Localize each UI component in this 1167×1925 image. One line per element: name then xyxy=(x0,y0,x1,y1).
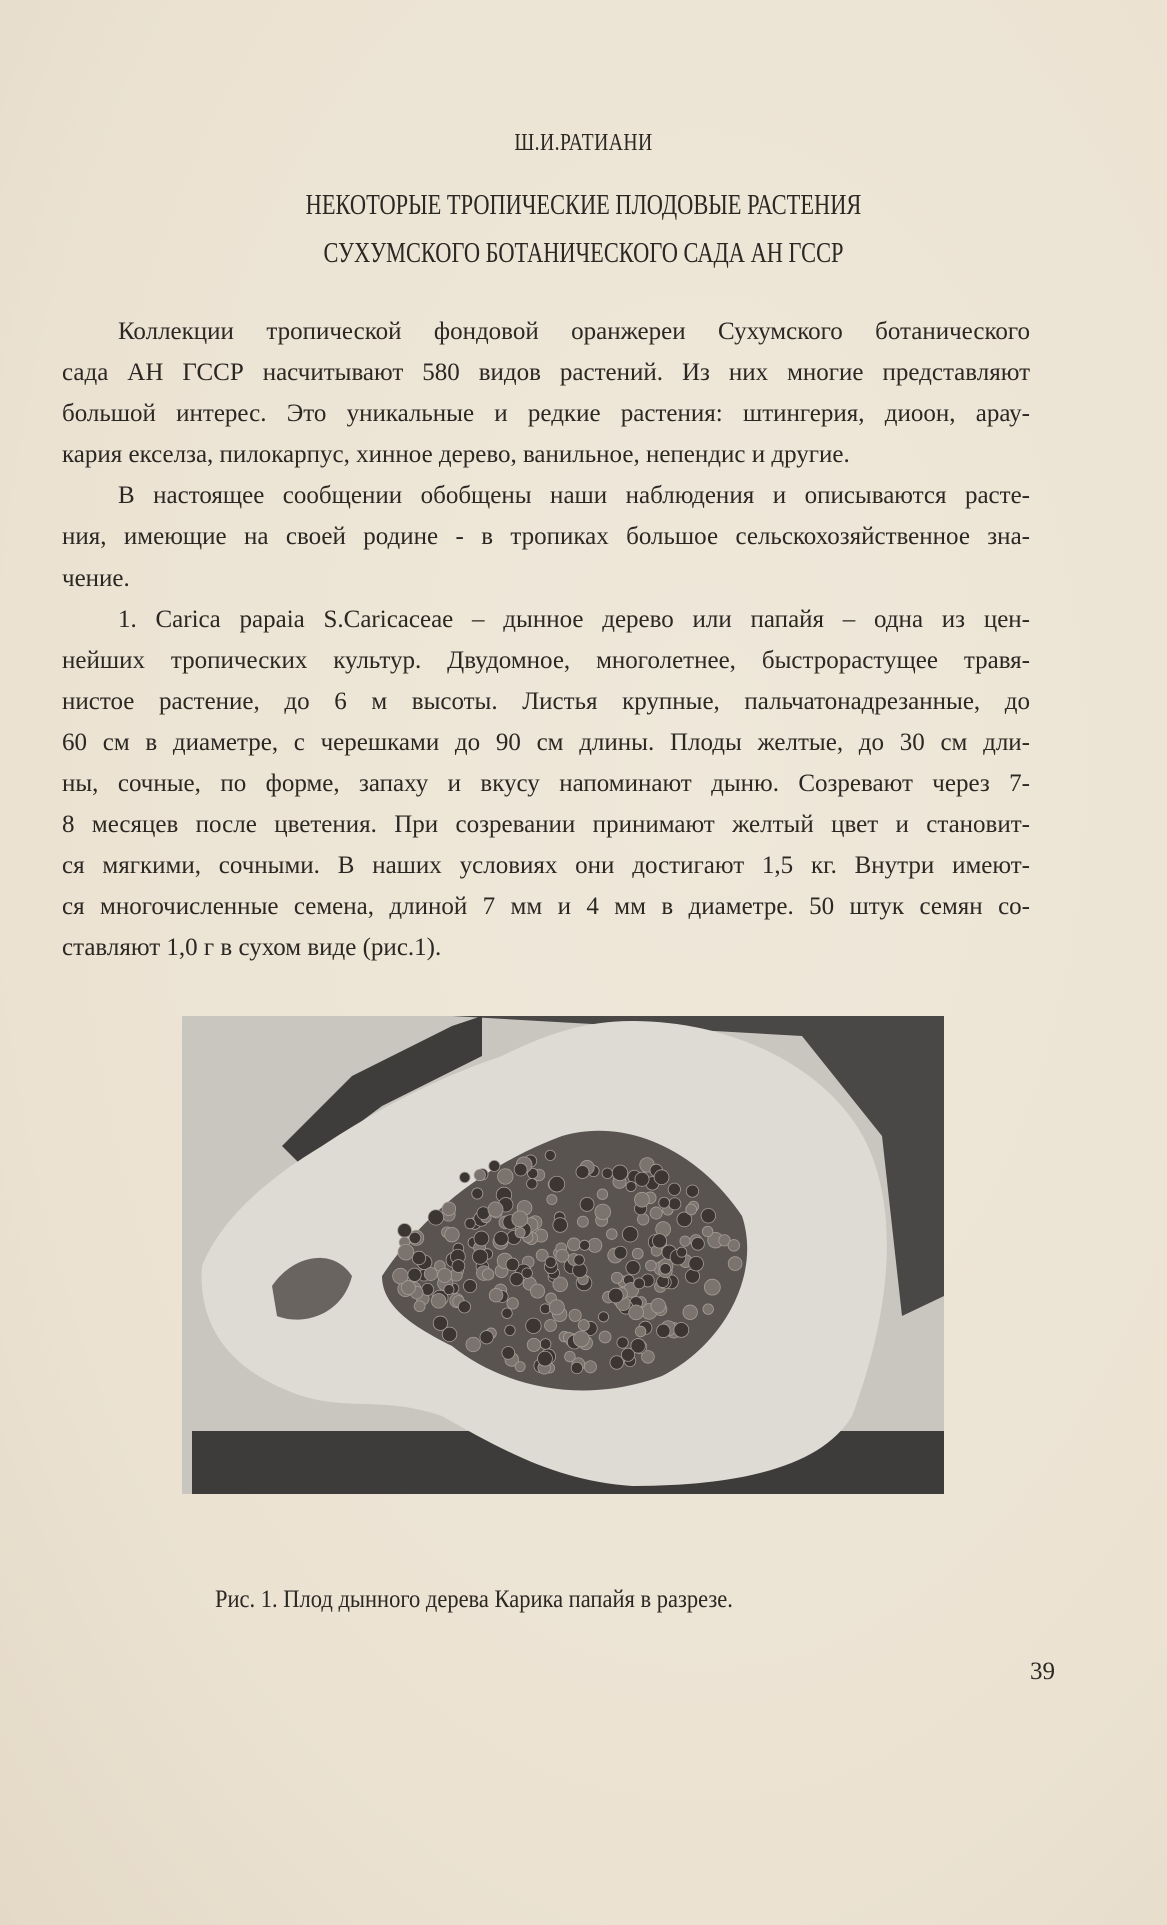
body-line: В настоящее сообщении обобщены наши наблюдения и описываются расте- xyxy=(118,482,1030,510)
seed xyxy=(578,1320,589,1331)
seed xyxy=(465,1218,476,1229)
seed xyxy=(549,1176,565,1192)
seed xyxy=(611,1272,622,1283)
seed xyxy=(463,1279,476,1292)
seed xyxy=(438,1268,452,1282)
author-name: Ш.И.РАТИАНИ xyxy=(514,130,653,156)
seed xyxy=(634,1278,645,1289)
seed xyxy=(472,1188,483,1199)
seed xyxy=(689,1256,704,1271)
seed xyxy=(494,1232,508,1246)
seed xyxy=(632,1248,643,1259)
seed xyxy=(445,1227,460,1242)
body-line: 1. Carica papaia S.Caricaceae – дынное дерево или папайя – одна из цен- xyxy=(118,605,1030,633)
body-line: Коллекции тропической фондовой оранжереи Сухумского ботанического xyxy=(118,318,1030,345)
seed xyxy=(728,1257,742,1271)
seed xyxy=(466,1337,480,1351)
seed xyxy=(424,1267,437,1280)
seed xyxy=(674,1323,689,1338)
seed xyxy=(686,1185,698,1197)
seed xyxy=(522,1268,533,1279)
article-title-line-2: СУХУМСКОГО БОТАНИЧЕСКОГО САДА АН ГССР xyxy=(323,238,844,269)
seed xyxy=(482,1269,493,1280)
seed xyxy=(515,1362,525,1372)
body-line: 8 месяцев после цветения. При созревании принимают желтый цвет и становит- xyxy=(62,811,1030,839)
seed xyxy=(408,1268,421,1281)
seed xyxy=(622,1226,638,1242)
body-line: ставляют 1,0 г в сухом виде (рис.1). xyxy=(62,934,442,962)
seed xyxy=(668,1183,680,1195)
seed xyxy=(428,1210,443,1225)
seed xyxy=(567,1238,580,1251)
seed xyxy=(442,1202,456,1216)
seed xyxy=(498,1169,513,1184)
seed xyxy=(614,1246,627,1259)
seed xyxy=(444,1284,454,1294)
seed xyxy=(584,1361,596,1373)
seed xyxy=(606,1229,617,1240)
seed xyxy=(646,1260,657,1271)
body-line: ния, имеющие на своей родине - в тропиках большое сельскохозяйственное зна- xyxy=(62,523,1030,551)
seed xyxy=(626,1181,636,1191)
seed xyxy=(505,1325,515,1335)
seed xyxy=(433,1316,447,1330)
seed xyxy=(510,1272,523,1285)
seed xyxy=(530,1284,544,1298)
article-title-line-1: НЕКОТОРЫЕ ТРОПИЧЕСКИЕ ПЛОДОВЫЕ РАСТЕНИЯ xyxy=(305,190,862,221)
seed xyxy=(657,1324,671,1338)
seed xyxy=(608,1288,623,1303)
seed xyxy=(545,1257,556,1268)
seed xyxy=(488,1202,503,1217)
seed xyxy=(621,1348,634,1361)
seed xyxy=(540,1339,551,1350)
seed xyxy=(597,1189,608,1200)
seed xyxy=(595,1204,611,1220)
body-line: ся многочисленные семена, длиной 7 мм и 4 мм в диаметре. 50 штук семян со- xyxy=(62,893,1030,921)
papaya-cross-section-photo xyxy=(182,1016,944,1494)
body-line: ся мягкими, сочными. В наших условиях они достигают 1,5 кг. Внутри имеют- xyxy=(62,852,1030,880)
seed xyxy=(617,1337,628,1348)
seed xyxy=(610,1356,624,1370)
seed xyxy=(472,1249,487,1264)
seed xyxy=(459,1172,470,1183)
seed xyxy=(629,1305,644,1320)
seed xyxy=(474,1169,485,1180)
seed xyxy=(489,1160,500,1171)
seed xyxy=(637,1214,648,1225)
seed xyxy=(660,1263,671,1274)
seed xyxy=(577,1216,588,1227)
seed xyxy=(422,1283,434,1295)
seed xyxy=(571,1362,582,1373)
body-line: сада АН ГССР насчитывают 580 видов растений. Из них многие представляют xyxy=(62,359,1030,387)
seed xyxy=(515,1228,525,1238)
seed xyxy=(431,1294,446,1309)
body-line: кария екселза, пилокарпус, хинное дерево, ванильное, непендис и другие. xyxy=(62,441,850,469)
body-line: большой интерес. Это уникальные и редкие растения: штингерия, диоон, арау- xyxy=(62,400,1030,428)
seed xyxy=(579,1240,589,1250)
seed xyxy=(538,1351,553,1366)
seed xyxy=(635,1192,650,1207)
seed xyxy=(704,1279,720,1295)
seed xyxy=(574,1255,585,1266)
seed xyxy=(569,1309,581,1321)
seed xyxy=(502,1308,512,1318)
seed xyxy=(401,1281,415,1295)
seed xyxy=(669,1198,681,1210)
seed xyxy=(553,1218,568,1233)
seed xyxy=(626,1260,640,1274)
seed xyxy=(651,1298,666,1313)
seed xyxy=(576,1165,589,1178)
body-line: чение. xyxy=(62,564,130,592)
seed xyxy=(414,1301,425,1312)
seed xyxy=(580,1197,594,1211)
seed xyxy=(545,1150,555,1160)
seed xyxy=(398,1224,412,1238)
seed xyxy=(677,1247,687,1257)
page-number: 39 xyxy=(1030,1658,1055,1685)
seed xyxy=(602,1168,613,1179)
seed xyxy=(701,1208,715,1222)
seed xyxy=(703,1304,713,1314)
seed xyxy=(565,1351,576,1362)
seed xyxy=(545,1319,557,1331)
seed xyxy=(412,1251,425,1264)
seed xyxy=(474,1231,489,1246)
seed xyxy=(635,1172,649,1186)
seed xyxy=(650,1207,662,1219)
seed xyxy=(502,1346,515,1359)
seed xyxy=(599,1331,611,1343)
body-line: ны, сочные, по форме, запаху и вкусу напоминают дыню. Созревают через 7- xyxy=(62,770,1030,798)
article-body xyxy=(62,311,1030,969)
seed xyxy=(549,1300,564,1315)
seed xyxy=(480,1331,493,1344)
seed xyxy=(398,1244,414,1260)
seed xyxy=(527,1178,538,1189)
figure-caption: Рис. 1. Плод дынного дерева Карика папайя в разрезе. xyxy=(215,1586,733,1613)
seed xyxy=(702,1226,713,1237)
seed xyxy=(683,1305,697,1319)
seed xyxy=(635,1326,646,1337)
seed xyxy=(526,1318,541,1333)
seed xyxy=(598,1312,608,1322)
seed xyxy=(489,1288,503,1302)
seed xyxy=(691,1237,704,1250)
seed xyxy=(507,1298,518,1309)
body-line: 60 см в диаметре, с черешками до 90 см длины. Плоды желтые, до 30 см дли- xyxy=(62,728,1030,756)
seed xyxy=(540,1304,550,1314)
seed xyxy=(512,1211,528,1227)
seed xyxy=(409,1232,421,1244)
seed xyxy=(652,1234,666,1248)
seed xyxy=(527,1338,540,1351)
seed xyxy=(452,1260,465,1273)
seed xyxy=(556,1249,569,1262)
seed xyxy=(514,1163,527,1176)
seed xyxy=(547,1194,557,1204)
seed xyxy=(728,1240,740,1252)
seed xyxy=(612,1165,628,1181)
seed xyxy=(458,1301,470,1313)
seed xyxy=(573,1331,589,1347)
body-line: нейших тропических культур. Двудомное, многолетнее, быстрорастущее травя- xyxy=(62,646,1030,674)
seed xyxy=(553,1277,568,1292)
seed xyxy=(686,1204,697,1215)
seed xyxy=(680,1236,690,1246)
seed xyxy=(659,1197,670,1208)
seed xyxy=(506,1258,519,1271)
seed xyxy=(654,1170,669,1185)
body-line: нистое растение, до 6 м высоты. Листья крупные, пальчатонадрезанные, до xyxy=(62,687,1030,715)
